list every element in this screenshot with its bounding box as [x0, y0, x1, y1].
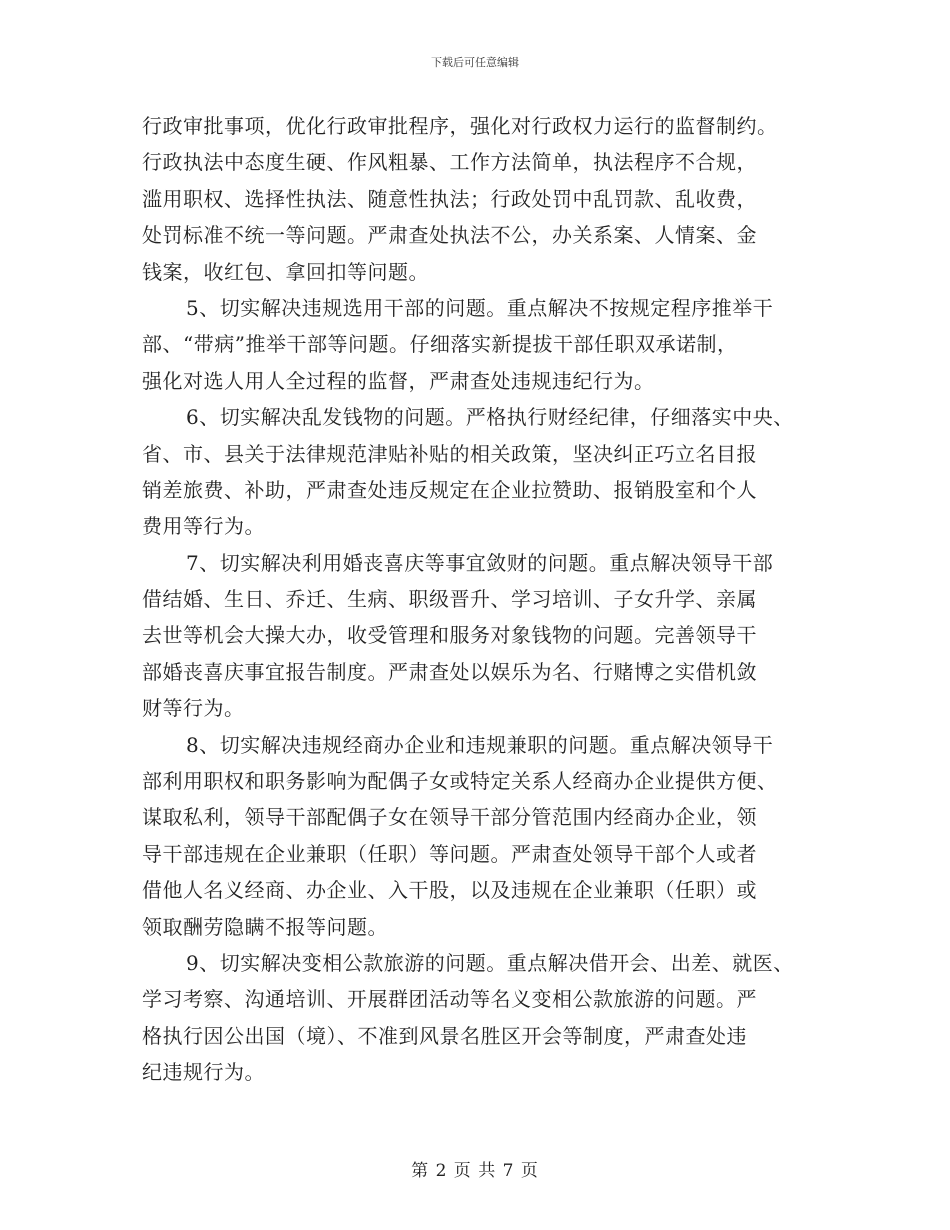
text-line: 领取酬劳隐瞒不报等问题。 [142, 914, 388, 939]
text-line: 销差旅费、补助，严肃查处违反规定在企业拉赞助、报销股室和个人 [142, 477, 757, 502]
page-footer: 第 2 页 共 7 页 [411, 1161, 539, 1181]
text-line: 纪违规行为。 [142, 1060, 265, 1085]
text-line: 省、市、县关于法律规范津贴补贴的相关政策，坚决纠正巧立名目报 [142, 441, 757, 466]
text-line: 5、切实解决违规选用干部的问题。重点解决不按规定程序推举干 [186, 295, 774, 320]
text-line: 7、切实解决利用婚丧喜庆等事宜敛财的问题。重点解决领导干部 [186, 550, 774, 575]
text-line: 导干部违规在企业兼职（任职）等问题。严肃查处领导干部个人或者 [142, 841, 757, 866]
text-line: 去世等机会大操大办，收受管理和服务对象钱物的问题。完善领导干 [142, 623, 757, 648]
text-line: 滥用职权、选择性执法、随意性执法；行政处罚中乱罚款、乱收费， [142, 186, 757, 211]
text-line: 部婚丧喜庆事宜报告制度。严肃查处以娱乐为名、行赌博之实借机敛 [142, 659, 757, 684]
text-line: 8、切实解决违规经商办企业和违规兼职的问题。重点解决领导干 [186, 732, 774, 757]
page-header: 下载后可任意编辑 [431, 56, 519, 69]
text-line: 强化对选人用人全过程的监督，严肃查处违规违纪行为。 [142, 368, 655, 393]
text-line: 学习考察、沟通培训、开展群团活动等名义变相公款旅游的问题。严 [142, 987, 757, 1012]
text-line: 钱案，收红包、拿回扣等问题。 [142, 259, 429, 284]
text-line: 6、切实解决乱发钱物的问题。严格执行财经纪律，仔细落实中央、 [186, 405, 794, 430]
text-line: 费用等行为。 [142, 514, 265, 539]
text-line: 借结婚、生日、乔迁、生病、职级晋升、学习培训、子女升学、亲属 [142, 587, 757, 612]
text-line: 财等行为。 [142, 696, 245, 721]
text-line: 处罚标准不统一等问题。严肃查处执法不公，办关系案、人情案、金 [142, 223, 757, 248]
text-line: 格执行因公出国（境）、不准到风景名胜区开会等制度，严肃查处违 [142, 1023, 747, 1048]
text-line: 9、切实解决变相公款旅游的问题。重点解决借开会、出差、就医、 [186, 950, 794, 975]
text-line: 部利用职权和职务影响为配偶子女或特定关系人经商办企业提供方便、 [142, 769, 778, 794]
text-line: 行政审批事项，优化行政审批程序，强化对行政权力运行的监督制约。 [142, 114, 778, 138]
text-line: 借他人名义经商、办企业、入干股，以及违规在企业兼职（任职）或 [142, 878, 757, 903]
text-line: 行政执法中态度生硬、作风粗暴、工作方法简单，执法程序不合规， [142, 150, 757, 175]
document-body [142, 108, 832, 1091]
text-line: 部、“带病”推举干部等问题。仔细落实新提拔干部任职双承诺制， [142, 332, 738, 357]
text-line: 谋取私利，领导干部配偶子女在领导干部分管范围内经商办企业，领 [142, 805, 757, 830]
